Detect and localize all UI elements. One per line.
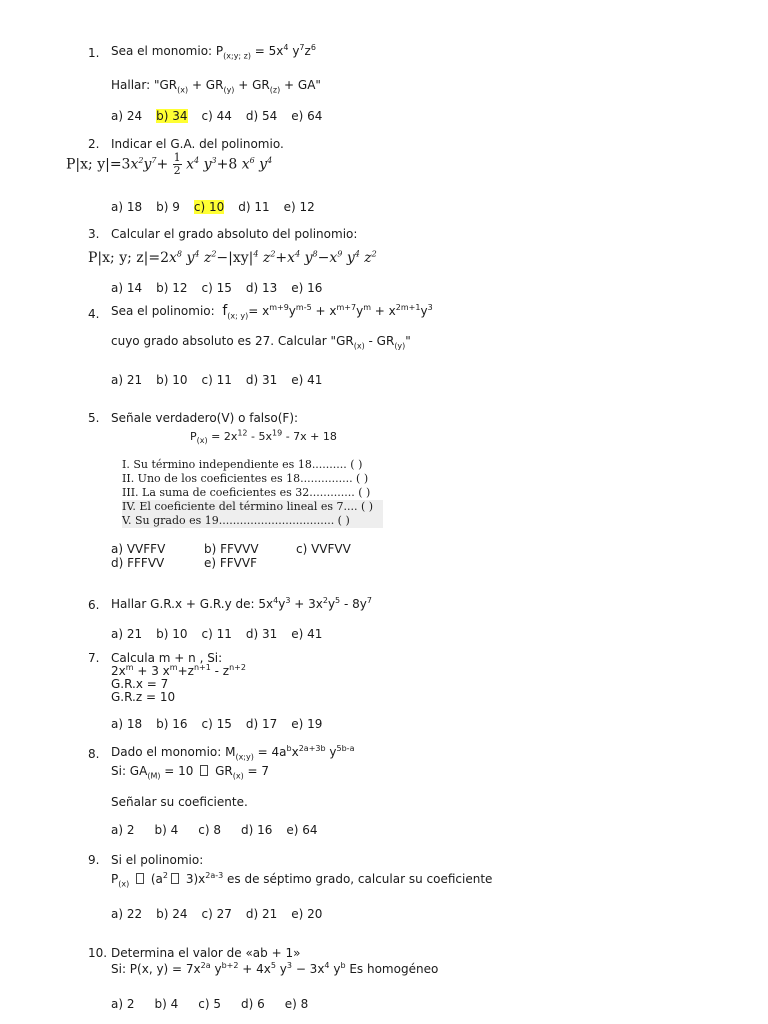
q8-statement: Dado el monomio: $M_{(x;y)} = 4a^bx^{2a+3b}$ $y^{5b-a}$ <box>111 744 355 762</box>
q1-option-a[interactable]: a) 24 <box>111 109 143 123</box>
q2-fraction: $\frac{1}{2}$ <box>173 151 181 177</box>
q3-statement: Calcular el grado absoluto del polinomio: <box>111 227 358 241</box>
q10-option-b[interactable]: b) 4 <box>154 997 179 1011</box>
q6-number: 6. <box>88 598 100 612</box>
q1-number: 1. <box>88 46 100 60</box>
q3-option-d[interactable]: d) 13 <box>245 281 278 295</box>
q9-option-b[interactable]: b) 24 <box>156 907 188 921</box>
q4-number: 4. <box>88 307 100 321</box>
missing-glyph-icon <box>171 873 179 884</box>
q9-polynomial: $P_{(x)}$ ($a^2$ $3)x^{2a-3}$ es de séptimo grado, calcular su coeficiente <box>111 871 493 889</box>
q4-options <box>111 373 336 387</box>
q7-option-d[interactable]: d) 17 <box>245 717 278 731</box>
q5-polynomial: $P_{(x)} = 2x^{12} - 5x^{19} - 7x + 18$ <box>190 428 337 446</box>
q9-option-a[interactable]: a) 22 <box>111 907 143 921</box>
q10-option-e[interactable]: e) 8 <box>284 997 309 1011</box>
q6-option-c[interactable]: c) 11 <box>201 627 232 641</box>
q9-option-e[interactable]: e) 20 <box>291 907 323 921</box>
missing-glyph-icon <box>200 765 208 776</box>
q3-option-a[interactable]: a) 14 <box>111 281 143 295</box>
q9-statement: Si el polinomio: <box>111 853 204 867</box>
q3-option-c[interactable]: c) 15 <box>201 281 232 295</box>
q8-option-b[interactable]: b) 4 <box>154 823 179 837</box>
q5-item-4: IV. El coeficiente del término lineal es 7.... ( ) <box>122 500 383 514</box>
q10-number: 10. <box>88 946 108 960</box>
q3-number: 3. <box>88 227 100 241</box>
q7-condition-z: G.R.z = 10 <box>111 690 176 704</box>
q1-option-e[interactable]: e) 64 <box>291 109 323 123</box>
q8-options <box>111 823 332 837</box>
q1-ask: Hallar: "$GR_{(x)} + GR_{(y)} + GR_{(z)}$ + GA" <box>111 78 321 95</box>
q5-option-c[interactable]: c) VVFVV <box>296 542 351 556</box>
q7-statement: Calcula m + n , Si: <box>111 651 223 665</box>
q5-option-a[interactable]: a) VVFFV <box>111 542 166 556</box>
q10-condition: Si: P(x, $y) = 7x^{2a}$ $y^{b+2} + 4x^5$ $y^3 - 3x^4$ $y^b$ Es homogéneo <box>111 961 439 976</box>
q4-line2: cuyo grado absoluto es 27. Calcular "$GR_{(x)} - GR_{(y)}$" <box>111 334 411 351</box>
q8-number: 8. <box>88 747 100 761</box>
q4-option-d[interactable]: d) 31 <box>245 373 278 387</box>
q7-option-b[interactable]: b) 16 <box>156 717 188 731</box>
q2-statement: Indicar el G.A. del polinomio. <box>111 137 284 151</box>
q2-option-a[interactable]: a) 18 <box>111 200 143 214</box>
q7-condition-x: G.R.x = 7 <box>111 677 169 691</box>
q2-option-e[interactable]: e) 12 <box>283 200 315 214</box>
q6-option-a[interactable]: a) 21 <box>111 627 143 641</box>
q7-option-c[interactable]: c) 15 <box>201 717 232 731</box>
q4-statement: Sea el polinomio: $f_{(x; y)}= x^{m+9}y^{m-5} + x^{m+7}y^m + x^{2m+1}y^3$ <box>111 303 433 321</box>
q2-formula: P|x; $y|=3x^2y^7+$ $\frac{1}{2}$ $x^4$ $y^3+8$ $x^6$ $y^4$ <box>66 151 273 177</box>
q5-item-3: III. La suma de coeficientes es 32............. ( ) <box>122 486 371 499</box>
q10-option-d[interactable]: d) 6 <box>240 997 265 1011</box>
q5-item-1: I. Su término independiente es 18.......... ( ) <box>122 458 363 471</box>
q7-options <box>111 717 336 731</box>
q10-options <box>111 997 322 1011</box>
q4-option-b[interactable]: b) 10 <box>156 373 188 387</box>
q1-options <box>111 109 336 123</box>
q5-statements <box>122 458 383 528</box>
q6-options <box>111 627 336 641</box>
q5-option-e[interactable]: e) FFVVF <box>204 556 258 570</box>
q8-ask: Señalar su coeficiente. <box>111 795 248 809</box>
q10-statement: Determina el valor de «ab + 1» <box>111 946 301 960</box>
q1-option-b[interactable]: b) 34 <box>156 109 188 123</box>
q5-item-2: II. Uno de los coeficientes es 18............... ( ) <box>122 472 369 485</box>
q8-option-c[interactable]: c) 8 <box>198 823 221 837</box>
q9-options <box>111 907 336 921</box>
q10-option-a[interactable]: a) 2 <box>111 997 135 1011</box>
q4-option-a[interactable]: a) 21 <box>111 373 143 387</box>
q2-option-c[interactable]: c) 10 <box>193 200 225 214</box>
q2-option-b[interactable]: b) 9 <box>156 200 180 214</box>
q5-statement: Señale verdadero(V) o falso(F): <box>111 411 299 425</box>
q5-option-d[interactable]: d) FFFVV <box>111 556 165 570</box>
q10-option-c[interactable]: c) 5 <box>198 997 221 1011</box>
q8-option-d[interactable]: d) 16 <box>240 823 273 837</box>
q1-statement: Sea el monomio: $P_{(x;y; z)} = 5x^4$ $y^7z^6$ <box>111 43 316 61</box>
q7-number: 7. <box>88 651 100 665</box>
q6-option-e[interactable]: e) 41 <box>291 627 323 641</box>
q5-item-5: V. Su grado es 19................................. ( ) <box>122 514 383 528</box>
q6-option-d[interactable]: d) 31 <box>245 627 278 641</box>
q3-option-e[interactable]: e) 16 <box>291 281 323 295</box>
q6-option-b[interactable]: b) 10 <box>156 627 188 641</box>
q2-options <box>111 200 329 214</box>
q2-number: 2. <box>88 137 100 151</box>
q3-option-b[interactable]: b) 12 <box>156 281 188 295</box>
q9-option-c[interactable]: c) 27 <box>201 907 232 921</box>
q4-option-c[interactable]: c) 11 <box>201 373 232 387</box>
missing-glyph-icon <box>136 873 144 884</box>
q7-option-e[interactable]: e) 19 <box>291 717 323 731</box>
q6-statement: Hallar G.R.x + G.R.y de: $5x^4y^3 + 3x^2y^5 - 8y^7$ <box>111 596 372 611</box>
q8-option-e[interactable]: e) 64 <box>286 823 318 837</box>
q2-option-d[interactable]: d) 11 <box>238 200 270 214</box>
q5-number: 5. <box>88 411 100 425</box>
q8-condition: Si: $GA_{(M)} = 10$ $GR_{(x)} = 7$ <box>111 764 270 781</box>
q7-option-a[interactable]: a) 18 <box>111 717 143 731</box>
q3-options <box>111 281 336 295</box>
q8-option-a[interactable]: a) 2 <box>111 823 135 837</box>
q9-number: 9. <box>88 853 100 867</box>
q7-expression: $2x^m + 3$ $x^m+z^{n+1} - z^{n+2}$ <box>111 663 246 678</box>
q9-option-d[interactable]: d) 21 <box>245 907 278 921</box>
q1-option-c[interactable]: c) 44 <box>201 109 232 123</box>
q5-option-b[interactable]: b) FFVVV <box>204 542 259 556</box>
q3-formula: P|x; y; $z|=2x^8$ $y^4$ $z^2-|xy|^4$ $z^2+x^4$ $y^8-x^9$ $y^4$ $z^2$ <box>88 249 377 266</box>
q1-option-d[interactable]: d) 54 <box>245 109 278 123</box>
q4-option-e[interactable]: e) 41 <box>291 373 323 387</box>
